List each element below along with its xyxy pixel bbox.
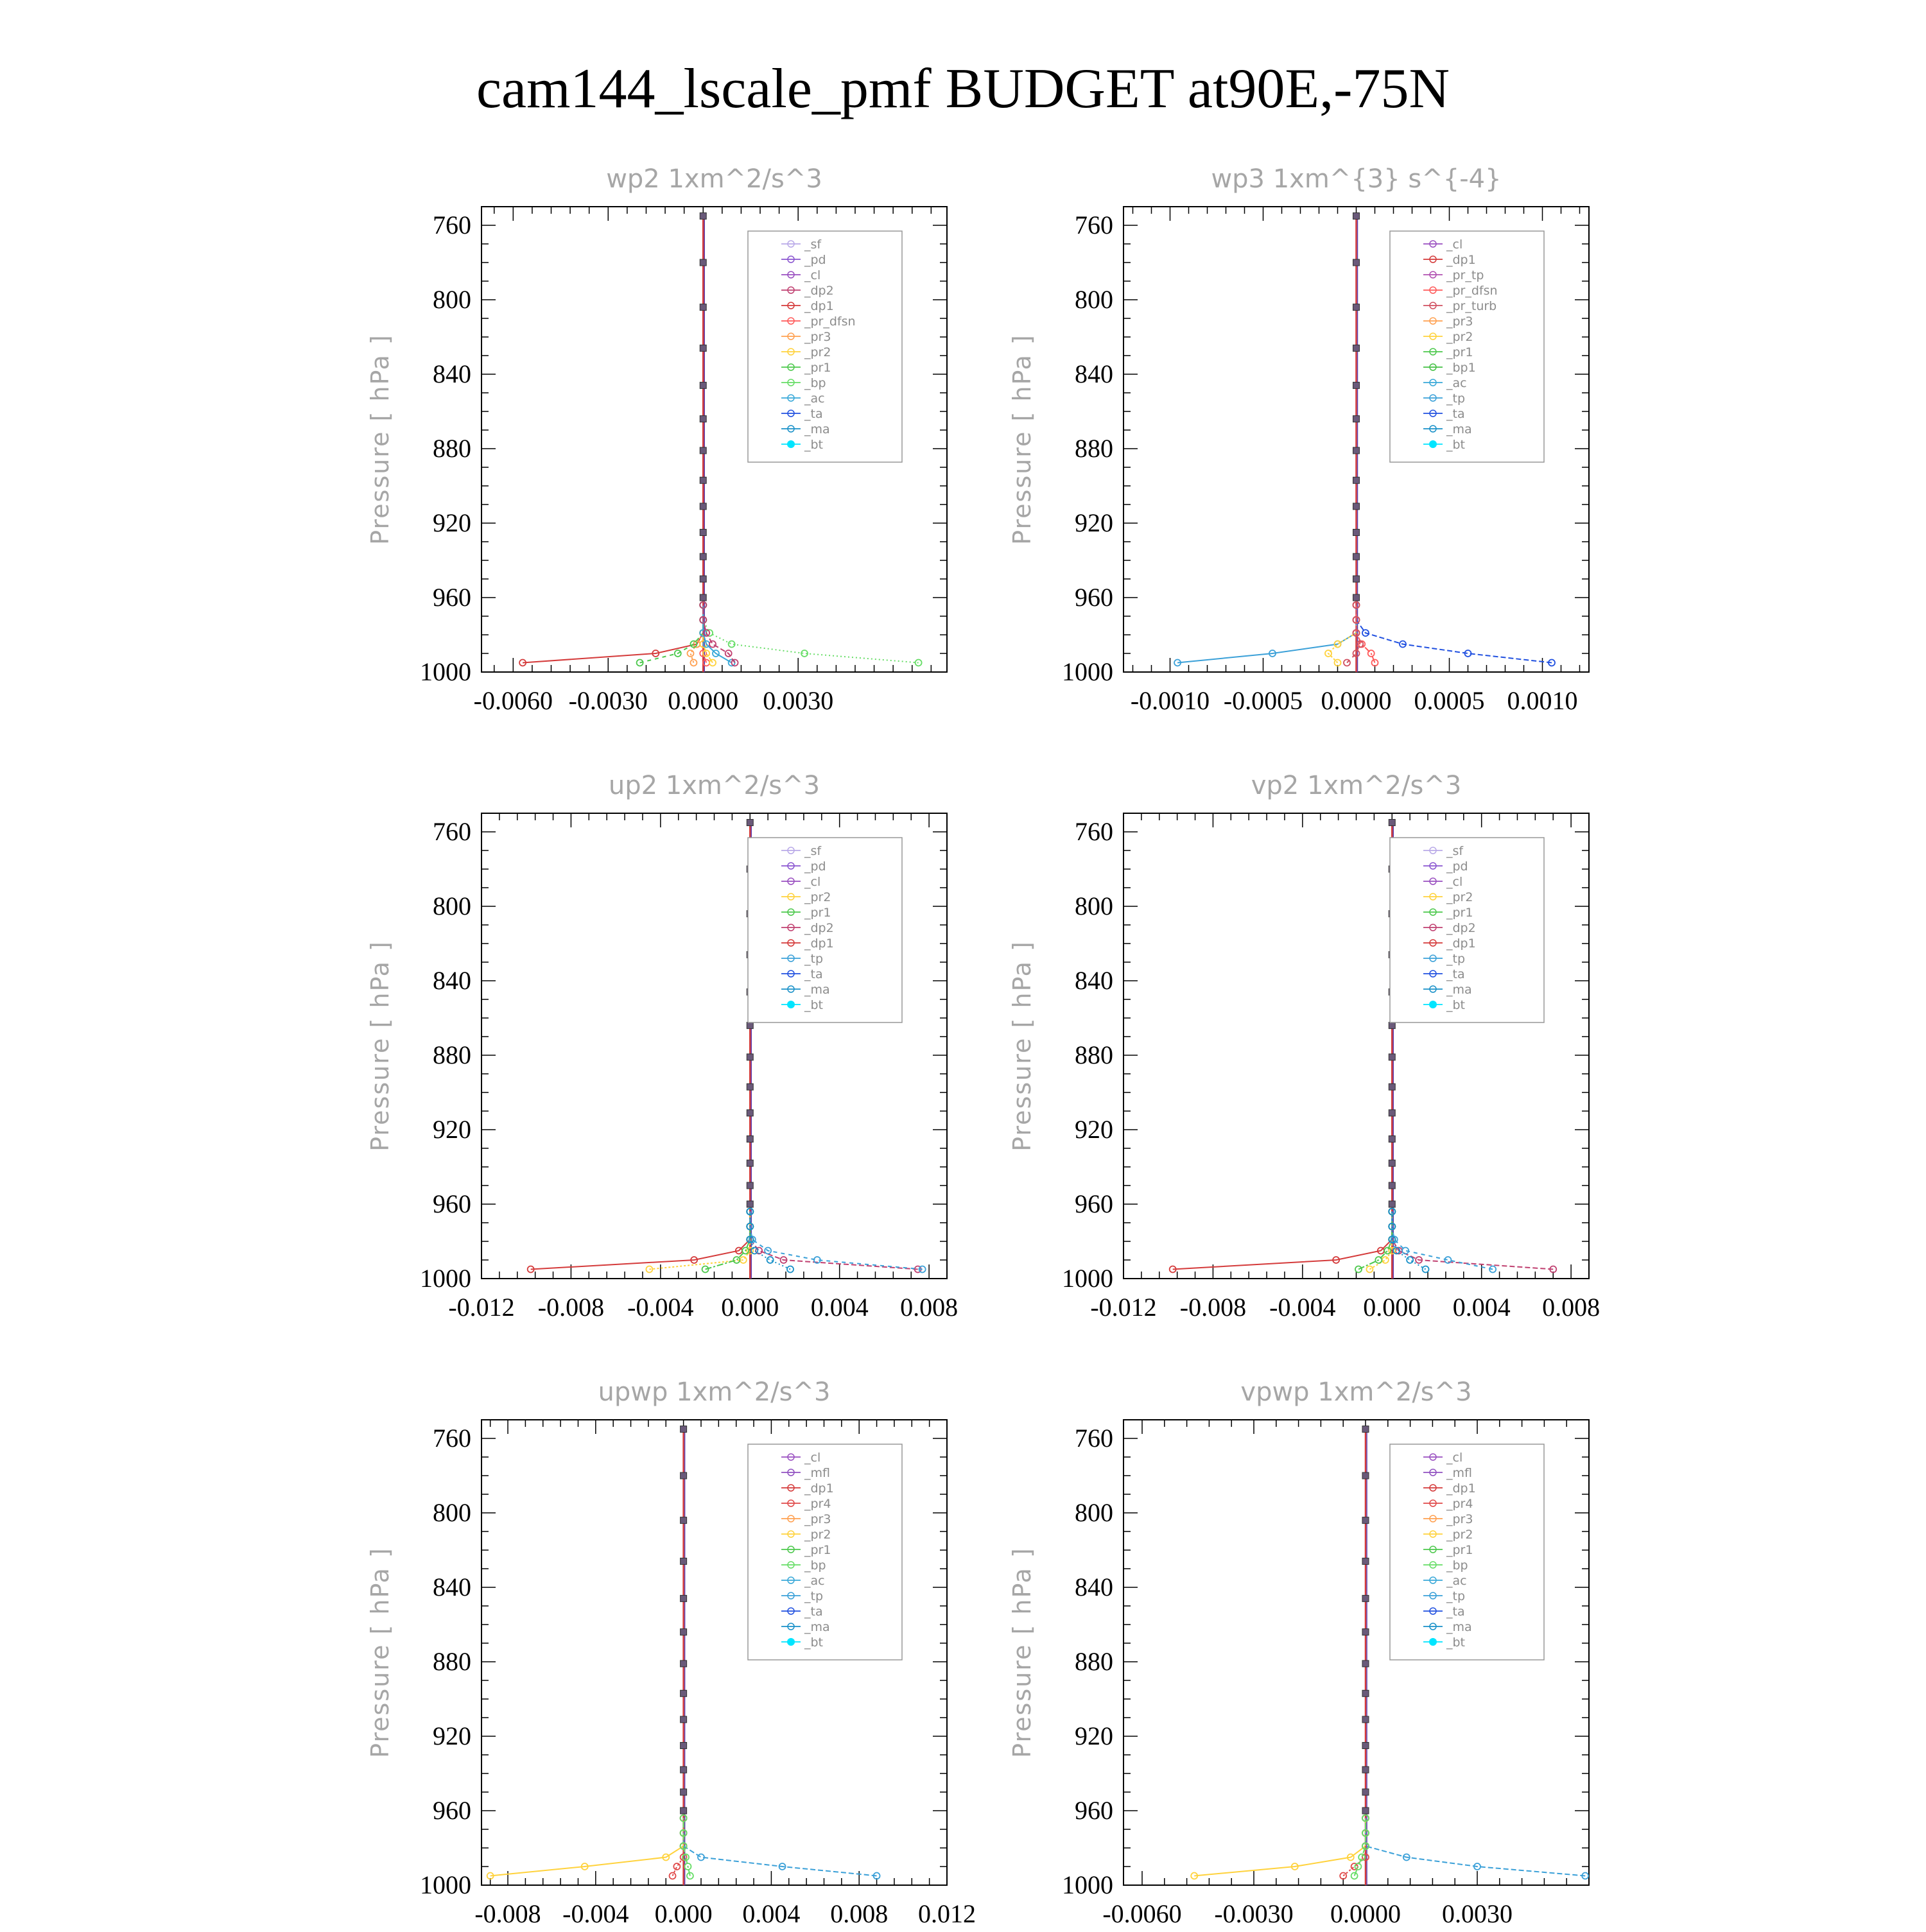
legend-label: _bt	[804, 1635, 824, 1650]
zero-series-marker	[747, 820, 753, 826]
legend-label: _pr2	[804, 345, 831, 359]
legend-label: _pr2	[804, 890, 831, 904]
zero-series-marker	[700, 477, 706, 483]
legend-marker	[1429, 1001, 1437, 1008]
zero-series-marker	[1353, 447, 1360, 454]
zero-series-marker	[1362, 1690, 1369, 1696]
series-point-pr4	[673, 1863, 680, 1870]
zero-series-marker	[1362, 1743, 1369, 1749]
series-line-pr3	[691, 605, 704, 663]
y-tick-label: 840	[433, 1573, 471, 1601]
x-tick-label: -0.012	[448, 1293, 515, 1322]
y-tick-label: 800	[433, 1498, 471, 1527]
legend-label: _bt	[1446, 998, 1466, 1012]
x-tick-label: 0.008	[830, 1899, 889, 1928]
zero-series-marker	[1362, 1716, 1369, 1723]
zero-series-marker	[681, 1690, 687, 1696]
legend-label: _pr2	[1446, 890, 1473, 904]
legend-label: _pr1	[1446, 345, 1473, 359]
y-tick-label: 880	[433, 1040, 471, 1069]
zero-series-marker	[1353, 503, 1360, 510]
zero-series-marker	[1362, 1558, 1369, 1564]
y-tick-label: 960	[1075, 1189, 1113, 1218]
x-tick-label: 0.0000	[1330, 1899, 1401, 1928]
series-point-ma	[1407, 1257, 1413, 1263]
y-tick-label: 1000	[1062, 1870, 1113, 1899]
zero-series-marker	[1353, 213, 1360, 220]
zero-series-marker	[1362, 1595, 1369, 1601]
x-tick-label: 0.000	[721, 1293, 779, 1322]
legend-label: _ac	[1446, 1574, 1467, 1588]
panel-wp3	[1002, 160, 1637, 719]
zero-series-marker	[1353, 553, 1360, 560]
series-line-dp1	[1173, 1212, 1392, 1270]
zero-series-marker	[747, 1022, 753, 1029]
panel-title: up2 1xm^2/s^3	[608, 771, 820, 800]
legend-label: _cl	[1446, 237, 1463, 252]
y-tick-label: 960	[433, 1796, 471, 1825]
zero-series-marker	[1362, 1789, 1369, 1795]
panel-title: wp2 1xm^2/s^3	[606, 164, 822, 194]
x-tick-label: -0.0030	[568, 686, 648, 715]
x-tick-label: -0.008	[474, 1899, 541, 1928]
legend-label: _pr1	[804, 361, 831, 375]
legend-label: _pr2	[804, 1528, 831, 1542]
zero-series-marker	[1362, 1766, 1369, 1773]
y-tick-label: 760	[1075, 211, 1113, 239]
y-tick-label: 760	[433, 1424, 471, 1453]
legend-label: _bt	[804, 998, 824, 1012]
y-tick-label: 1000	[420, 657, 471, 686]
page-title: cam144_lscale_pmf BUDGET at90E,-75N	[476, 58, 1450, 120]
y-tick-label: 760	[1075, 1424, 1113, 1453]
legend-label: _dp1	[804, 1481, 834, 1496]
legend-label: _tp	[1446, 392, 1466, 406]
zero-series-marker	[1389, 1022, 1395, 1029]
zero-series-marker	[700, 447, 706, 454]
legend-label: _bt	[1446, 1635, 1466, 1650]
legend-label: _ta	[804, 407, 823, 421]
series-point-ma	[767, 1257, 774, 1263]
series-line-tp	[750, 1212, 922, 1270]
legend-label: _pr3	[804, 330, 831, 344]
x-tick-label: 0.0000	[668, 686, 739, 715]
panel-title: upwp 1xm^2/s^3	[598, 1377, 831, 1407]
legend-label: _dp1	[1446, 253, 1476, 267]
zero-series-marker	[681, 1472, 687, 1479]
zero-series-marker	[681, 1766, 687, 1773]
legend-label: _pd	[804, 253, 826, 267]
legend-label: _dp1	[804, 936, 834, 951]
y-axis-label: Pressure [ hPa ]	[1008, 334, 1036, 545]
y-axis-label: Pressure [ hPa ]	[366, 940, 394, 1151]
y-axis-label: Pressure [ hPa ]	[366, 1547, 394, 1758]
panel-title: vpwp 1xm^2/s^3	[1240, 1377, 1472, 1407]
y-tick-label: 760	[433, 817, 471, 846]
y-tick-label: 800	[433, 285, 471, 314]
y-tick-label: 880	[1075, 1647, 1113, 1676]
x-tick-label: -0.0010	[1130, 686, 1210, 715]
zero-series-marker	[747, 1110, 753, 1116]
legend-label: _tp	[1446, 952, 1466, 966]
x-tick-label: -0.004	[562, 1899, 629, 1928]
legend-label: _bp	[1446, 1558, 1468, 1573]
zero-series-marker	[747, 1182, 753, 1189]
x-tick-label: -0.008	[537, 1293, 605, 1322]
legend-label: _pr1	[804, 906, 831, 920]
legend-label: _dp2	[804, 284, 834, 298]
zero-series-marker	[681, 1629, 687, 1635]
y-tick-label: 1000	[420, 1264, 471, 1293]
legend-label: _bp	[804, 376, 826, 390]
zero-series-marker	[700, 530, 706, 536]
series-point-pr3	[688, 650, 694, 657]
y-tick-label: 880	[433, 434, 471, 463]
legend-label: _pr_dfsn	[1446, 284, 1498, 298]
legend-label: _ma	[804, 422, 830, 436]
legend-label: _pr1	[804, 1543, 831, 1557]
legend-label: _cl	[1446, 1451, 1463, 1465]
zero-series-marker	[700, 503, 706, 510]
legend-label: _bp	[804, 1558, 826, 1573]
zero-series-marker	[700, 594, 706, 601]
y-tick-label: 840	[1075, 966, 1113, 995]
panel-title: wp3 1xm^{3} s^{-4}	[1211, 164, 1502, 194]
legend-label: _tp	[1446, 1589, 1466, 1603]
legend-label: _pr4	[1446, 1497, 1473, 1511]
legend-label: _ma	[804, 983, 830, 997]
legend-label: _ma	[804, 1620, 830, 1634]
y-tick-label: 920	[1075, 508, 1113, 537]
x-tick-label: -0.0030	[1214, 1899, 1294, 1928]
legend-label: _cl	[804, 268, 821, 282]
legend-marker	[1429, 1638, 1437, 1646]
y-tick-label: 1000	[1062, 657, 1113, 686]
x-tick-label: 0.0030	[1442, 1899, 1513, 1928]
legend-label: _dp2	[1446, 921, 1476, 935]
panel-upwp	[360, 1374, 995, 1932]
x-tick-label: 0.0005	[1414, 686, 1485, 715]
zero-series-marker	[700, 576, 706, 582]
panel-wp2	[360, 160, 995, 719]
zero-series-marker	[700, 213, 706, 220]
x-tick-label: -0.0005	[1223, 686, 1303, 715]
zero-series-marker	[700, 416, 706, 422]
y-tick-label: 920	[1075, 1721, 1113, 1750]
legend-label: _cl	[804, 1451, 821, 1465]
series-line-tp	[684, 1818, 877, 1876]
y-tick-label: 1000	[420, 1870, 471, 1899]
zero-series-marker	[681, 1595, 687, 1601]
y-tick-label: 840	[1075, 1573, 1113, 1601]
zero-series-marker	[1353, 304, 1360, 311]
x-tick-label: -0.0060	[1102, 1899, 1182, 1928]
legend-label: _pr_turb	[1446, 299, 1497, 313]
x-tick-label: -0.004	[627, 1293, 694, 1322]
legend-label: _pr3	[1446, 1512, 1473, 1526]
x-tick-label: 0.000	[1363, 1293, 1421, 1322]
legend-label: _sf	[804, 237, 822, 252]
legend-label: _tp	[804, 1589, 824, 1603]
x-tick-label: 0.008	[900, 1293, 959, 1322]
legend-label: _cl	[1446, 875, 1463, 889]
legend-label: _pr2	[1446, 1528, 1473, 1542]
series-point-pr3	[690, 660, 697, 666]
legend-label: _pr3	[804, 1512, 831, 1526]
y-tick-label: 1000	[1062, 1264, 1113, 1293]
legend-label: _bt	[804, 438, 824, 452]
zero-series-marker	[681, 1660, 687, 1667]
legend-label: _pr_tp	[1446, 268, 1484, 282]
y-tick-label: 760	[433, 211, 471, 239]
zero-series-marker	[700, 259, 706, 266]
legend-label: _ta	[1446, 967, 1465, 981]
legend-label: _pr3	[1446, 315, 1473, 329]
zero-series-marker	[1362, 1426, 1369, 1433]
panel-vpwp	[1002, 1374, 1637, 1932]
series-point-pr1	[1355, 1266, 1362, 1273]
legend-label: _ma	[1446, 1620, 1472, 1634]
x-tick-label: 0.008	[1542, 1293, 1601, 1322]
zero-series-marker	[747, 1083, 753, 1090]
legend-label: _pd	[1446, 859, 1468, 874]
zero-series-marker	[1353, 259, 1360, 266]
zero-series-marker	[1389, 1201, 1395, 1207]
series-line-pr2	[1194, 1818, 1366, 1876]
legend-label: _ta	[1446, 407, 1465, 421]
x-tick-label: 0.004	[742, 1899, 801, 1928]
zero-series-marker	[681, 1426, 687, 1433]
legend-label: _ta	[804, 1605, 823, 1619]
y-tick-label: 840	[433, 359, 471, 388]
zero-series-marker	[1362, 1807, 1369, 1814]
panel-vp2	[1002, 767, 1637, 1325]
zero-series-marker	[1389, 1110, 1395, 1116]
series-line-pr2	[490, 1818, 684, 1876]
legend-label: _ac	[804, 392, 825, 406]
zero-series-marker	[1353, 416, 1360, 422]
legend-label: _mfl	[1446, 1466, 1472, 1480]
zero-series-marker	[700, 345, 706, 351]
zero-series-marker	[681, 1517, 687, 1524]
x-tick-label: -0.008	[1179, 1293, 1247, 1322]
series-line-pr1	[706, 1212, 750, 1270]
legend-label: _ta	[804, 967, 823, 981]
panel-title: vp2 1xm^2/s^3	[1251, 771, 1462, 800]
zero-series-marker	[681, 1716, 687, 1723]
zero-series-marker	[747, 1201, 753, 1207]
legend-label: _pd	[804, 859, 826, 874]
y-axis-label: Pressure [ hPa ]	[1008, 940, 1036, 1151]
x-tick-label: -0.012	[1090, 1293, 1157, 1322]
legend-label: _ac	[804, 1574, 825, 1588]
y-tick-label: 800	[1075, 1498, 1113, 1527]
y-tick-label: 920	[433, 1721, 471, 1750]
y-tick-label: 800	[1075, 285, 1113, 314]
zero-series-marker	[1362, 1472, 1369, 1479]
legend-label: _sf	[804, 844, 822, 858]
zero-series-marker	[1362, 1629, 1369, 1635]
zero-series-marker	[681, 1807, 687, 1814]
series-point-pr2	[709, 660, 716, 666]
zero-series-marker	[1389, 820, 1395, 826]
y-tick-label: 840	[1075, 359, 1113, 388]
zero-series-marker	[1353, 345, 1360, 351]
y-tick-label: 920	[433, 1115, 471, 1144]
series-line-pr2	[649, 1212, 750, 1270]
zero-series-marker	[1353, 594, 1360, 601]
y-tick-label: 880	[433, 1647, 471, 1676]
series-line-dp1	[523, 605, 703, 663]
x-tick-label: 0.012	[918, 1899, 976, 1928]
zero-series-marker	[1389, 1160, 1395, 1166]
legend-label: _pr4	[804, 1497, 831, 1511]
zero-series-marker	[681, 1558, 687, 1564]
zero-series-marker	[747, 1136, 753, 1143]
legend-marker	[1429, 440, 1437, 448]
y-tick-label: 840	[433, 966, 471, 995]
legend-label: _dp2	[804, 921, 834, 935]
x-tick-label: 0.0010	[1507, 686, 1578, 715]
series-point-ma	[787, 1266, 794, 1273]
legend-label: _pr1	[1446, 906, 1473, 920]
zero-series-marker	[700, 553, 706, 560]
x-tick-label: 0.0000	[1321, 686, 1392, 715]
y-tick-label: 960	[1075, 1796, 1113, 1825]
series-line-tp	[1366, 1818, 1585, 1876]
zero-series-marker	[681, 1743, 687, 1749]
x-tick-label: 0.0030	[763, 686, 834, 715]
y-axis-label: Pressure [ hPa ]	[1008, 1547, 1036, 1758]
x-tick-label: 0.004	[1452, 1293, 1511, 1322]
zero-series-marker	[1389, 1083, 1395, 1090]
legend-label: _pr_dfsn	[804, 315, 856, 329]
legend-label: _cl	[804, 875, 821, 889]
y-tick-label: 800	[1075, 892, 1113, 920]
zero-series-marker	[1389, 1054, 1395, 1060]
y-tick-label: 920	[433, 508, 471, 537]
y-tick-label: 960	[1075, 583, 1113, 612]
legend-label: _dp1	[1446, 1481, 1476, 1496]
legend-label: _pr2	[1446, 330, 1473, 344]
series-point-dp2	[709, 641, 716, 648]
y-tick-label: 960	[433, 1189, 471, 1218]
zero-series-marker	[747, 1054, 753, 1060]
zero-series-marker	[681, 1789, 687, 1795]
zero-series-marker	[1389, 1182, 1395, 1189]
zero-series-marker	[1353, 576, 1360, 582]
series-line-ta	[1357, 605, 1552, 663]
y-tick-label: 760	[1075, 817, 1113, 846]
legend-label: _dp1	[804, 299, 834, 313]
zero-series-marker	[700, 304, 706, 311]
series-point-bp	[915, 660, 922, 666]
zero-series-marker	[1362, 1660, 1369, 1667]
zero-series-marker	[1362, 1517, 1369, 1524]
series-line-dp2	[750, 1212, 917, 1270]
y-tick-label: 880	[1075, 1040, 1113, 1069]
series-line-bp	[703, 605, 918, 663]
legend-label: _pr1	[1446, 1543, 1473, 1557]
zero-series-marker	[1389, 1136, 1395, 1143]
legend-marker	[787, 1001, 795, 1008]
legend-marker	[787, 440, 795, 448]
y-tick-label: 960	[433, 583, 471, 612]
zero-series-marker	[1353, 530, 1360, 536]
zero-series-marker	[1353, 382, 1360, 388]
legend-label: _sf	[1446, 844, 1464, 858]
legend-label: _bp1	[1446, 361, 1476, 375]
y-axis-label: Pressure [ hPa ]	[366, 334, 394, 545]
legend-label: _ac	[1446, 376, 1467, 390]
series-point-pr1	[1384, 1248, 1391, 1254]
x-tick-label: -0.004	[1269, 1293, 1336, 1322]
series-line-dp1	[531, 1212, 750, 1270]
legend-label: _ta	[1446, 1605, 1465, 1619]
series-line-pr2	[1328, 605, 1357, 663]
x-tick-label: -0.0060	[473, 686, 553, 715]
legend-label: _tp	[804, 952, 824, 966]
zero-series-marker	[747, 1160, 753, 1166]
legend-label: _ma	[1446, 983, 1472, 997]
panel-up2	[360, 767, 995, 1325]
x-tick-label: 0.000	[654, 1899, 713, 1928]
series-point-ma	[751, 1248, 758, 1254]
series-point-pr2	[1382, 1257, 1389, 1263]
legend-label: _ma	[1446, 422, 1472, 436]
y-tick-label: 880	[1075, 434, 1113, 463]
legend-marker	[787, 1638, 795, 1646]
y-tick-label: 920	[1075, 1115, 1113, 1144]
series-point-pr2	[740, 1257, 747, 1263]
x-tick-label: 0.004	[810, 1293, 869, 1322]
zero-series-marker	[700, 382, 706, 388]
zero-series-marker	[1353, 477, 1360, 483]
legend-label: _mfl	[804, 1466, 830, 1480]
y-tick-label: 800	[433, 892, 471, 920]
legend-label: _dp1	[1446, 936, 1476, 951]
legend-label: _bt	[1446, 438, 1466, 452]
